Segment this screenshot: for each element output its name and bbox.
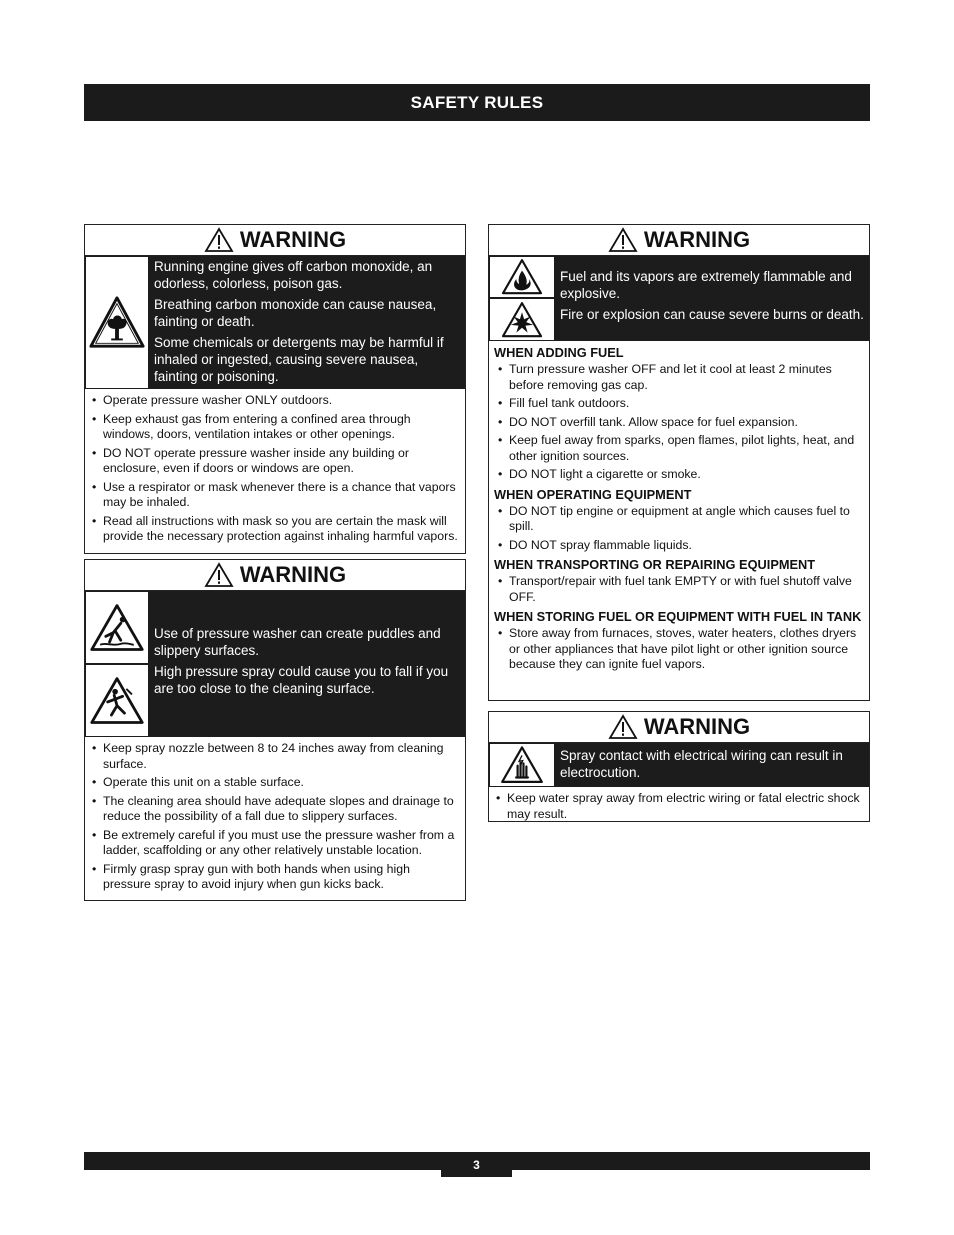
explosion-hazard-icon <box>489 298 555 341</box>
hazard-text-3: Some chemicals or detergents may be harmful if inhaled or ingested, causing severe nausea, fainting or poisoning. <box>154 335 444 384</box>
safety-rules-list <box>491 626 867 673</box>
safety-rules-list <box>85 389 465 552</box>
hazard-text-1: Fuel and its vapors are extremely flammable and explosive. <box>560 269 852 301</box>
list-item: • DO NOT spray flammable liquids. <box>495 538 863 554</box>
safety-rules-list <box>491 504 867 554</box>
warning-label: WARNING <box>239 562 347 587</box>
warning-label: WARNING <box>643 714 751 739</box>
toxic-fumes-icon <box>85 256 149 389</box>
slip-hazard-icon <box>85 591 149 664</box>
list-item: • DO NOT light a cigarette or smoke. <box>495 467 863 483</box>
section-heading: WHEN OPERATING EQUIPMENT <box>494 486 692 502</box>
list-item: • Keep exhaust gas from entering a confined area through windows, doors, ventilation intakes or other openings. <box>89 412 461 443</box>
warning-box-slippery-surfaces <box>84 559 466 901</box>
warning-box-fuel <box>488 224 870 701</box>
hazard-text-1: Use of pressure washer can create puddles and slippery surfaces. <box>154 626 441 658</box>
hazard-text-1: Running engine gives off carbon monoxide, an odorless, colorless, poison gas. <box>154 259 433 291</box>
list-item: • Fill fuel tank outdoors. <box>495 396 863 412</box>
fall-hazard-icon <box>85 664 149 737</box>
safety-rules-list <box>489 787 869 829</box>
warning-box-electrocution <box>488 711 870 822</box>
hazard-text-2: Breathing carbon monoxide can cause nausea, fainting or death. <box>154 297 437 329</box>
warning-label: WARNING <box>643 227 751 252</box>
list-item: • DO NOT tip engine or equipment at angle which causes fuel to spill. <box>495 504 863 535</box>
list-item: • Operate pressure washer ONLY outdoors. <box>89 393 461 409</box>
section-heading: WHEN ADDING FUEL <box>494 345 624 360</box>
list-item: • Turn pressure washer OFF and let it cool at least 2 minutes before removing gas cap. <box>495 362 863 393</box>
safety-rules-list <box>85 737 465 900</box>
alert-triangle-icon <box>204 562 234 588</box>
page-number-label: 3 <box>473 1157 480 1172</box>
hazard-panel <box>489 743 869 787</box>
list-item: • Transport/repair with fuel tank EMPTY or with fuel shutoff valve OFF. <box>495 574 863 605</box>
hazard-panel <box>489 256 869 341</box>
list-item: • Firmly grasp spray gun with both hands when using high pressure spray to avoid injury when gun kicks back. <box>89 862 461 893</box>
warning-title <box>85 560 465 591</box>
fire-hazard-icon <box>489 256 555 298</box>
section-title: SAFETY RULES <box>410 92 544 112</box>
list-item: • DO NOT operate pressure washer inside any building or enclosure, even if doors or windows are open. <box>89 446 461 477</box>
electric-shock-icon <box>489 743 555 787</box>
list-item: • Operate this unit on a stable surface. <box>89 775 461 791</box>
alert-triangle-icon <box>608 227 638 253</box>
warning-box-carbon-monoxide <box>84 224 466 554</box>
hazard-panel <box>85 591 465 737</box>
safety-rules-list <box>491 362 867 483</box>
list-item: • DO NOT overfill tank. Allow space for fuel expansion. <box>495 415 863 431</box>
safety-rules-list <box>491 574 867 605</box>
warning-title <box>85 225 465 256</box>
section-heading: WHEN TRANSPORTING OR REPAIRING EQUIPMENT <box>494 557 816 572</box>
list-item: • Store away from furnaces, stoves, water heaters, clothes dryers or other appliances that have pilot light or other ignition source because they can ignite fuel vapors. <box>495 626 863 673</box>
hazard-text-1: Spray contact with electrical wiring can result in electrocution. <box>560 748 843 780</box>
list-item: • Read all instructions with mask so you are certain the mask will provide the necessary protection against inhaling harmful vapors. <box>89 514 461 545</box>
fuel-rules <box>489 345 869 673</box>
list-item: • Keep spray nozzle between 8 to 24 inches away from cleaning surface. <box>89 741 461 772</box>
page-number <box>441 1152 512 1177</box>
hazard-panel <box>85 256 465 389</box>
list-item: • Keep fuel away from sparks, open flames, pilot lights, heat, and other ignition sources. <box>495 433 863 464</box>
list-item: • The cleaning area should have adequate slopes and drainage to reduce the possibility of a fall due to slippery surfaces. <box>89 794 461 825</box>
alert-triangle-icon <box>204 227 234 253</box>
warning-title <box>489 712 869 743</box>
hazard-text-2: High pressure spray could cause you to fall if you are too close to the cleaning surface. <box>154 664 449 696</box>
warning-label: WARNING <box>239 227 347 252</box>
list-item: • Keep water spray away from electric wiring or fatal electric shock may result. <box>493 791 865 822</box>
section-heading: WHEN STORING FUEL OR EQUIPMENT WITH FUEL IN TANK <box>494 609 862 624</box>
list-item: • Use a respirator or mask whenever there is a chance that vapors may be inhaled. <box>89 480 461 511</box>
list-item: • Be extremely careful if you must use the pressure washer from a ladder, scaffolding or any other relatively unstable location. <box>89 828 461 859</box>
warning-title <box>489 225 869 256</box>
hazard-text-2: Fire or explosion can cause severe burns or death. <box>560 307 864 322</box>
alert-triangle-icon <box>608 714 638 740</box>
section-header <box>84 84 870 121</box>
